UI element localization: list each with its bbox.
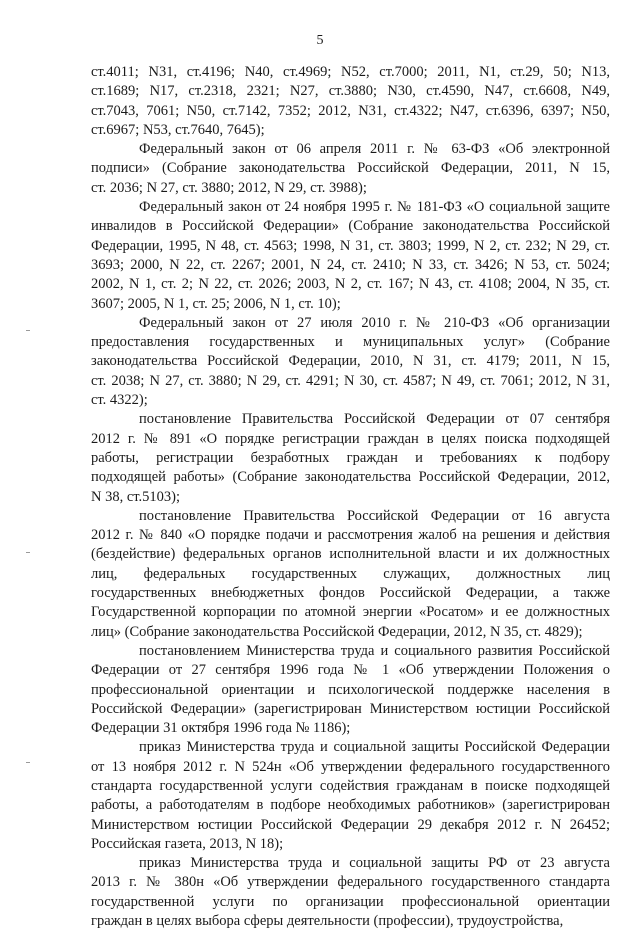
text-line: работы, регистрации безработных граждан и требованиях к подбору (91, 449, 610, 466)
text-line: 2002, N 1, ст. 2; N 22, ст. 2026; 2003, N 2, ст. 167; N 43, ст. 4108; 2004, N 35, ст. (91, 276, 610, 293)
paragraph (91, 738, 610, 854)
paragraph (91, 140, 610, 198)
text-line: постановлением Министерства труда и социального развития Российской (139, 642, 610, 659)
text-line: профессиональной ориентации и психологической поддержке населения в (91, 681, 610, 698)
text-line: ст.4011; N31, ст.4196; N40, ст.4969; N52, ст.7000; 2011, N1, ст.29, 50; N13, (91, 64, 610, 80)
text-line: подписи» (Собрание законодательства Российской Федерации, 2011, N 15, (91, 160, 610, 177)
paragraph (91, 642, 610, 738)
text-line: Федеральный закон от 27 июля 2010 г. № 210-ФЗ «Об организации (139, 314, 610, 331)
text-line: подходящей работы» (Собрание законодательства Российской Федерации, 2012, (91, 469, 610, 486)
text-line: постановление Правительства Российской Федерации от 07 сентября (139, 411, 610, 428)
paragraph (91, 410, 610, 506)
text-line: граждан в целях выбора сферы деятельности (профессии), трудоустройства, (91, 913, 564, 930)
paragraph (91, 507, 610, 642)
text-line: Федерации от 27 сентября 1996 года № 1 «Об утверждении Положения о (91, 662, 610, 679)
page-number: 5 (316, 33, 324, 48)
text-line: постановление Правительства Российской Федерации от 16 августа (139, 507, 610, 524)
text-line: законодательства Российской Федерации, 2010, N 31, ст. 4179; 2011, N 15, (91, 353, 610, 370)
text-line: приказ Министерства труда и социальной защиты РФ от 23 августа (139, 855, 610, 872)
text-line: Российской Федерации» (зарегистрирован Министерством юстиции Российской (91, 700, 610, 717)
text-line: Федеральный закон от 24 ноября 1995 г. № 181-ФЗ «О социальной защите (139, 199, 610, 216)
text-line: ст.6967; N53, ст.7640, 7645); (91, 121, 265, 138)
text-line: 2012 г. № 840 «О порядке подачи и рассмотрения жалоб на решения и действия (91, 527, 610, 544)
text-line: лиц, федеральных государственных служащих, должностных лиц (91, 565, 610, 582)
text-line: государственных внебюджетных фондов Российской Федерации, а также (91, 585, 610, 602)
text-line: лиц» (Собрание законодательства Российской Федерации, 2012, N 35, ст. 4829); (91, 623, 583, 640)
text-line: приказ Министерства труда и социальной защиты Российской Федерации (139, 739, 610, 756)
paragraph (91, 854, 610, 931)
text-line: Государственной корпорации по атомной энергии «Росатом» и ее должностных (91, 604, 610, 621)
scan-margin-mark (26, 552, 30, 553)
text-line: государственной услуги по организации профессиональной ориентации (91, 893, 610, 910)
scan-margin-mark (26, 330, 30, 331)
text-line: стандарта государственной услуги содействия гражданам в поиске подходящей (91, 777, 610, 794)
text-line: 3607; 2005, N 1, ст. 25; 2006, N 1, ст. 10); (91, 295, 341, 312)
text-line: Федерации, 1995, N 48, ст. 4563; 1998, N 31, ст. 3803; 1999, N 2, ст. 232; N 29, ст. (91, 237, 610, 254)
text-line: от 13 ноября 2012 г. N 524н «Об утверждении федерального государственного (91, 758, 610, 775)
paragraph (91, 314, 610, 410)
paragraph (91, 198, 610, 314)
text-line: Министерством юстиции Российской Федерации 29 декабря 2012 г. N 26452; (91, 816, 610, 833)
text-line: (бездействие) федеральных органов исполнительной власти и их должностных (91, 546, 610, 563)
text-line: Федеральный закон от 06 апреля 2011 г. № 63-ФЗ «Об электронной (139, 141, 610, 158)
paragraph (91, 63, 610, 140)
text-line: ст. 4322); (91, 392, 148, 409)
text-line: предоставления государственных и муниципальных услуг» (Собрание (91, 334, 610, 351)
text-line: ст. 2038; N 27, ст. 3880; N 29, ст. 4291; N 30, ст. 4587; N 49, ст. 7061; 2012, N 31, (91, 372, 610, 389)
text-line: Российская газета, 2013, N 18); (91, 835, 284, 852)
text-line: Федерации 31 октября 1996 года № 1186); (91, 720, 351, 737)
document-body (91, 63, 610, 931)
text-line: ст.1689; N17, ст.2318, 2321; N27, ст.3880; N30, ст.4590, N47, ст.6608, N49, (91, 83, 610, 100)
text-line: инвалидов в Российской Федерации» (Собрание законодательства Российской (91, 218, 610, 235)
text-line: 3693; 2000, N 22, ст. 2267; 2001, N 24, ст. 2410; N 33, ст. 3426; N 53, ст. 5024; (91, 256, 610, 273)
text-line: 2013 г. № 380н «Об утверждении федерального государственного стандарта (91, 874, 610, 891)
text-line: N 38, ст.5103); (91, 488, 181, 505)
text-line: работы, а работодателям в подборе необходимых работников» (зарегистрирован (91, 797, 610, 814)
scan-margin-mark (26, 762, 30, 763)
text-line: 2012 г. № 891 «О порядке регистрации граждан в целях поиска подходящей (91, 430, 610, 447)
text-line: ст. 2036; N 27, ст. 3880; 2012, N 29, ст. 3988); (91, 179, 367, 196)
text-line: ст.7043, 7061; N50, ст.7142, 7352; 2012, N31, ст.4322; N47, ст.6396, 6397; N50, (91, 102, 610, 119)
